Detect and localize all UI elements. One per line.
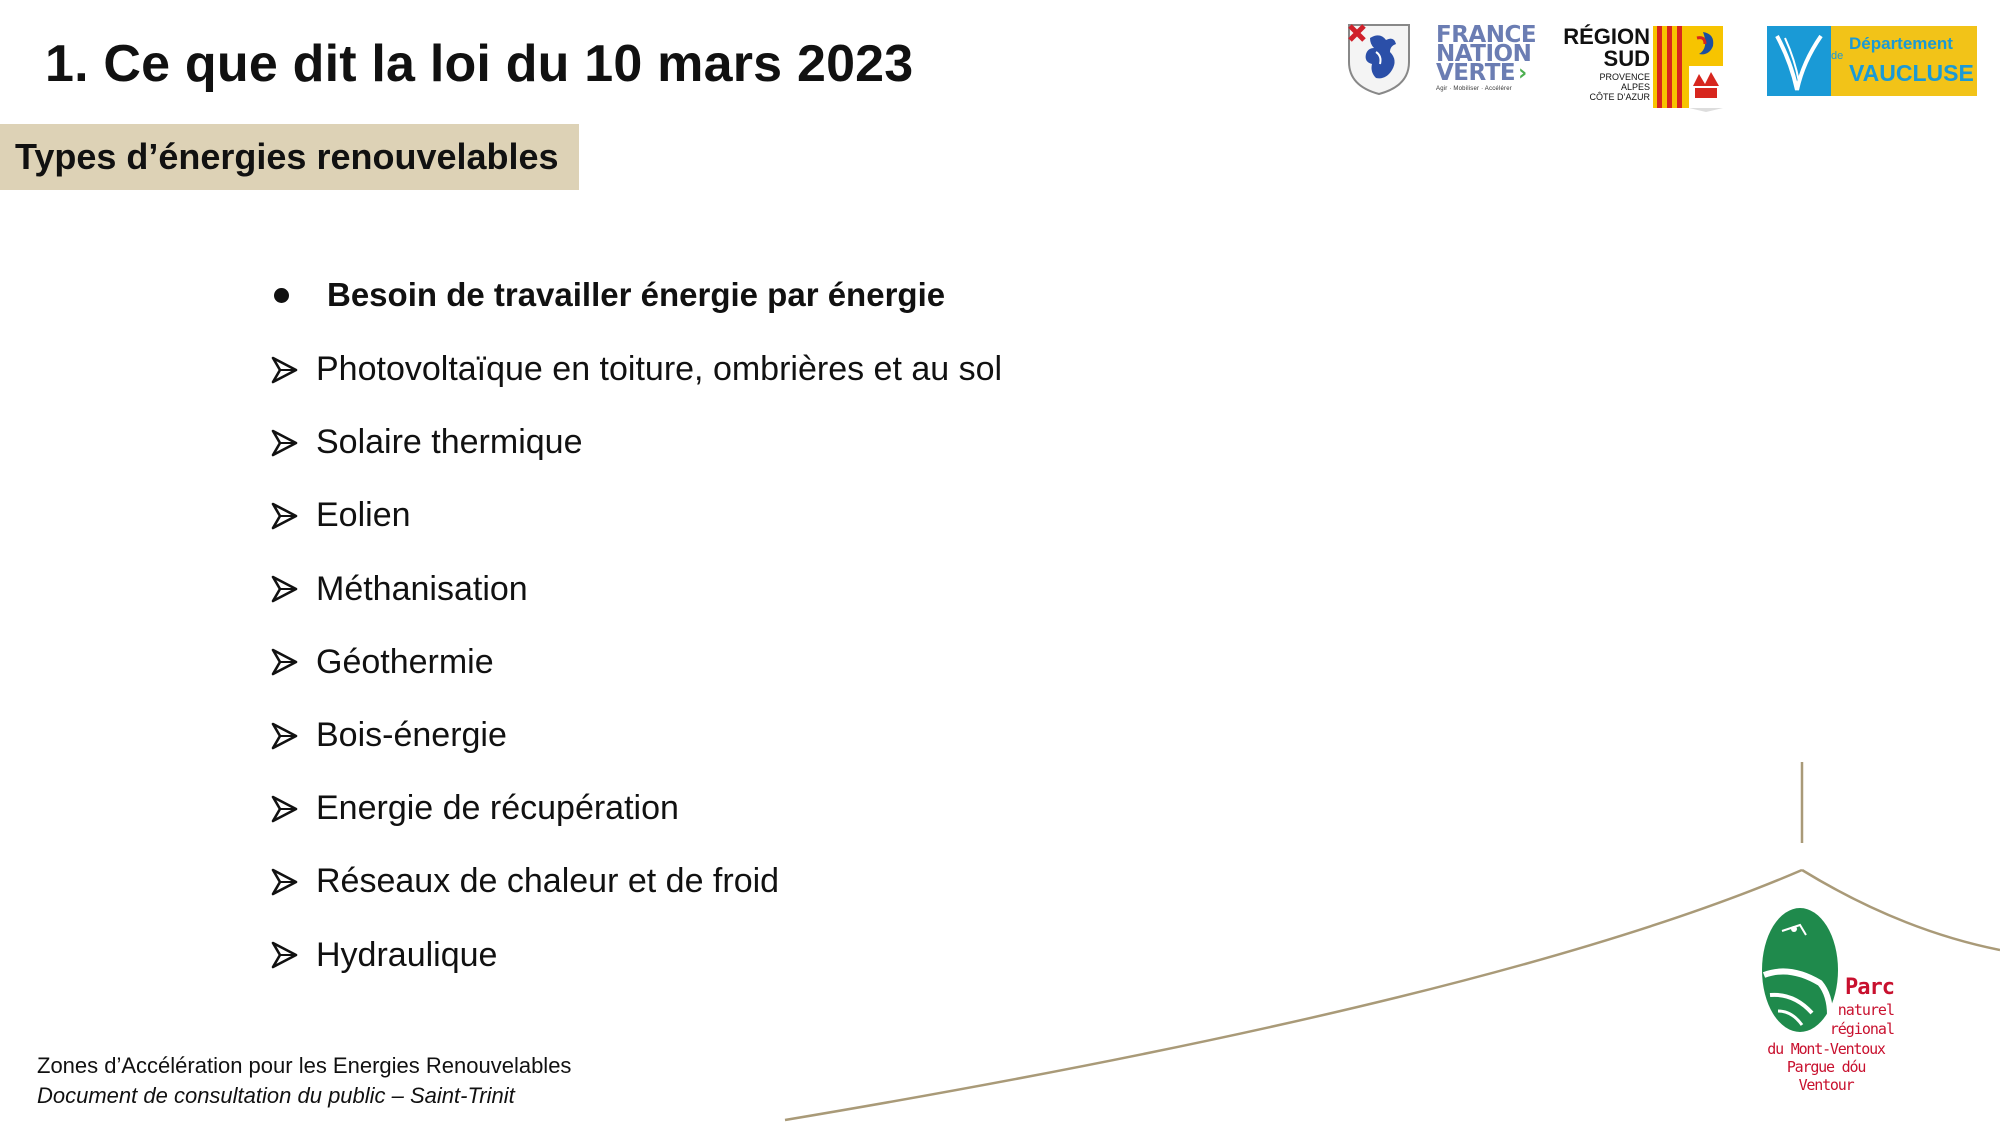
fnv-line2: NATION <box>1436 41 1532 67</box>
region-line1: RÉGION <box>1563 24 1650 49</box>
region-sud-flag-icon <box>1653 26 1723 112</box>
parc-line1: Parc <box>1845 975 1894 1000</box>
footer-line2: Document de consultation du public – Saint-Trinit <box>37 1083 515 1108</box>
region-line5: CÔTE D’AZUR <box>1589 92 1650 102</box>
fnv-line1: FRANCE <box>1436 22 1537 48</box>
region-sud-logo <box>1550 26 1650 116</box>
footer <box>37 1051 571 1111</box>
list-item-label: Bois-énergie <box>316 716 507 755</box>
list-item-label: Géothermie <box>316 642 494 681</box>
region-line3: PROVENCE <box>1599 72 1650 82</box>
region-line2: SUD <box>1603 46 1650 71</box>
fnv-line3: VERTE <box>1436 60 1516 86</box>
list-item-label: Photovoltaïque en toiture, ombrières et au sol <box>316 350 1003 389</box>
parc-line2: naturel <box>1837 1001 1894 1019</box>
parc-logo-text <box>1764 975 1894 1039</box>
section-title: Types d’énergies renouvelables <box>15 136 559 177</box>
parc-line5: Pargue dóu Ventour <box>1786 1058 1866 1094</box>
vaucluse-prefix: de <box>1831 50 1844 62</box>
list-item-label: Solaire thermique <box>316 423 583 462</box>
list-item-label: Réseaux de chaleur et de froid <box>316 862 780 901</box>
chevron-right-icon: › <box>1518 61 1527 86</box>
fnv-tagline: Agir · Mobiliser · Accélérer <box>1436 86 1512 92</box>
region-line4: ALPES <box>1620 82 1650 92</box>
list-item-label: Hydraulique <box>316 935 498 974</box>
parc-line3: régional <box>1829 1020 1894 1038</box>
vaucluse-line1: Département <box>1849 34 1953 53</box>
coat-of-arms-icon <box>1346 22 1412 96</box>
list-item-label: Energie de récupération <box>316 789 679 828</box>
vaucluse-line2: VAUCLUSE <box>1849 60 1974 86</box>
france-nation-verte-logo <box>1436 22 1537 96</box>
list-item-label: Méthanisation <box>316 569 528 608</box>
vaucluse-logo <box>1767 26 1977 96</box>
list-item-label: Eolien <box>316 496 411 535</box>
parc-line4: du Mont-Ventoux <box>1767 1040 1885 1058</box>
partner-logos <box>0 22 2000 114</box>
footer-line1: Zones d’Accélération pour les Energies Renouvelables <box>37 1053 572 1078</box>
parc-logo-subtext <box>1756 1040 1896 1094</box>
heading-text: Besoin de travailler énergie par énergie <box>327 276 946 313</box>
vaucluse-v-icon <box>1771 32 1827 94</box>
slide-title: 1. Ce que dit la loi du 10 mars 2023 <box>45 35 914 93</box>
